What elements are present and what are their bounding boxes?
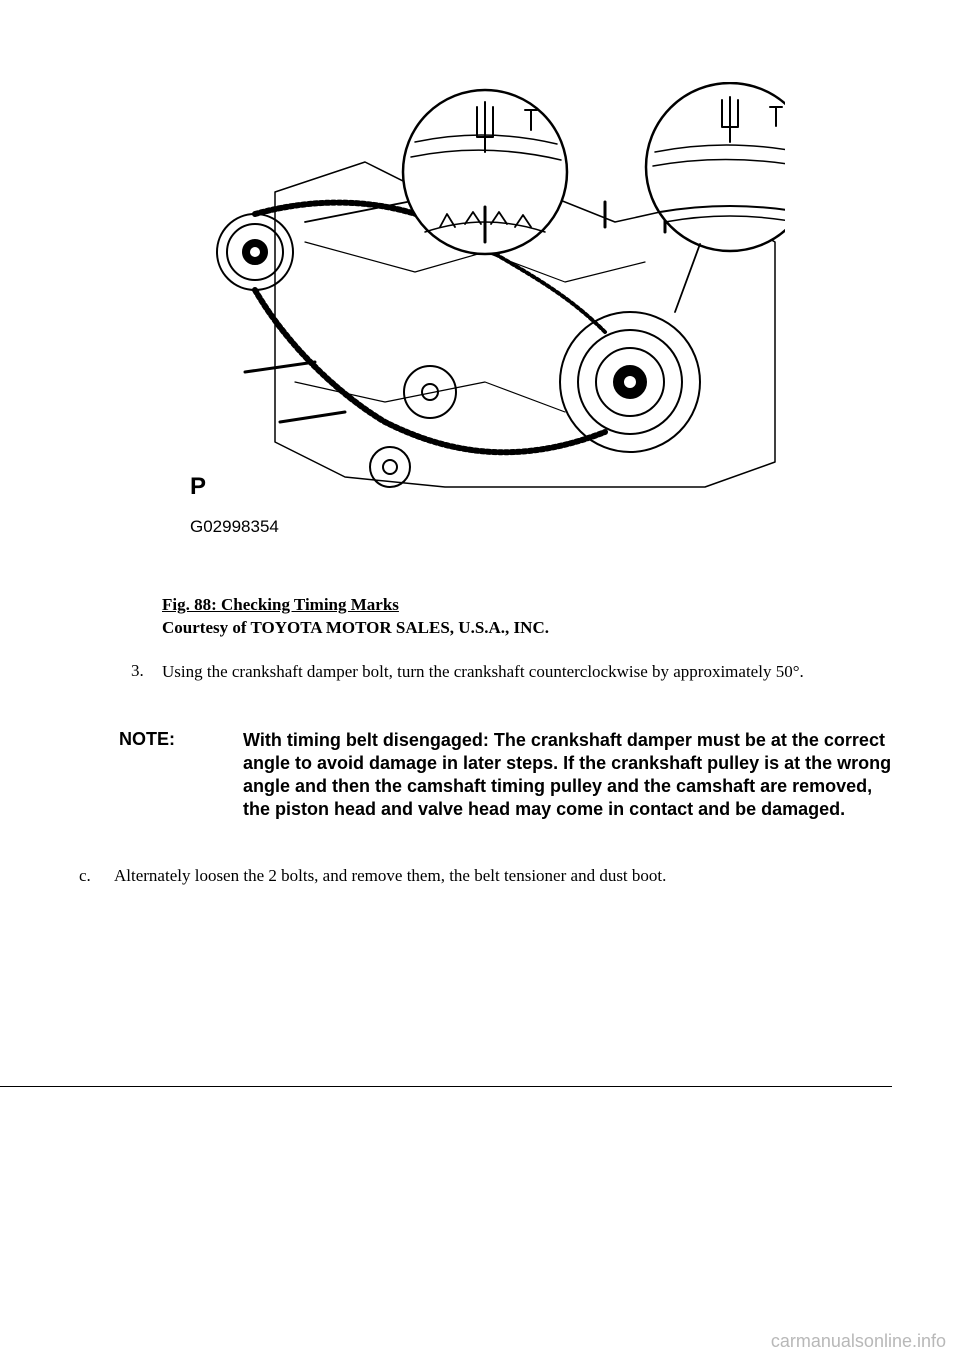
note-text: With timing belt disengaged: The crankshaft damper must be at the correct angle to avoid damage in later steps. If the crankshaft pulley is at the wrong angle and then the camshaft timing pulley and the camshaft are removed, the piston head and valve head may come in contact and be damaged. — [243, 730, 892, 819]
page-divider — [0, 1086, 892, 1087]
substep-text: Alternately loosen the 2 bolts, and remove them, the belt tensioner and dust boot. — [114, 866, 667, 885]
step-text: Using the crankshaft damper bolt, turn the crankshaft counterclockwise by approximately 50°. — [162, 662, 804, 681]
timing-marks-figure — [185, 82, 785, 542]
figure-caption-courtesy: Courtesy of TOYOTA MOTOR SALES, U.S.A., INC. — [162, 618, 549, 637]
note-label: NOTE: — [119, 729, 175, 749]
engine-timing-belt-illustration — [185, 82, 785, 542]
image-code: G02998354 — [190, 517, 279, 536]
step-number: 3. — [131, 661, 144, 680]
substep-letter: c. — [79, 866, 91, 885]
site-watermark: carmanualsonline.info — [770, 1331, 946, 1351]
figure-caption-title: Fig. 88: Checking Timing Marks — [162, 595, 399, 614]
image-letter: P — [190, 473, 207, 500]
